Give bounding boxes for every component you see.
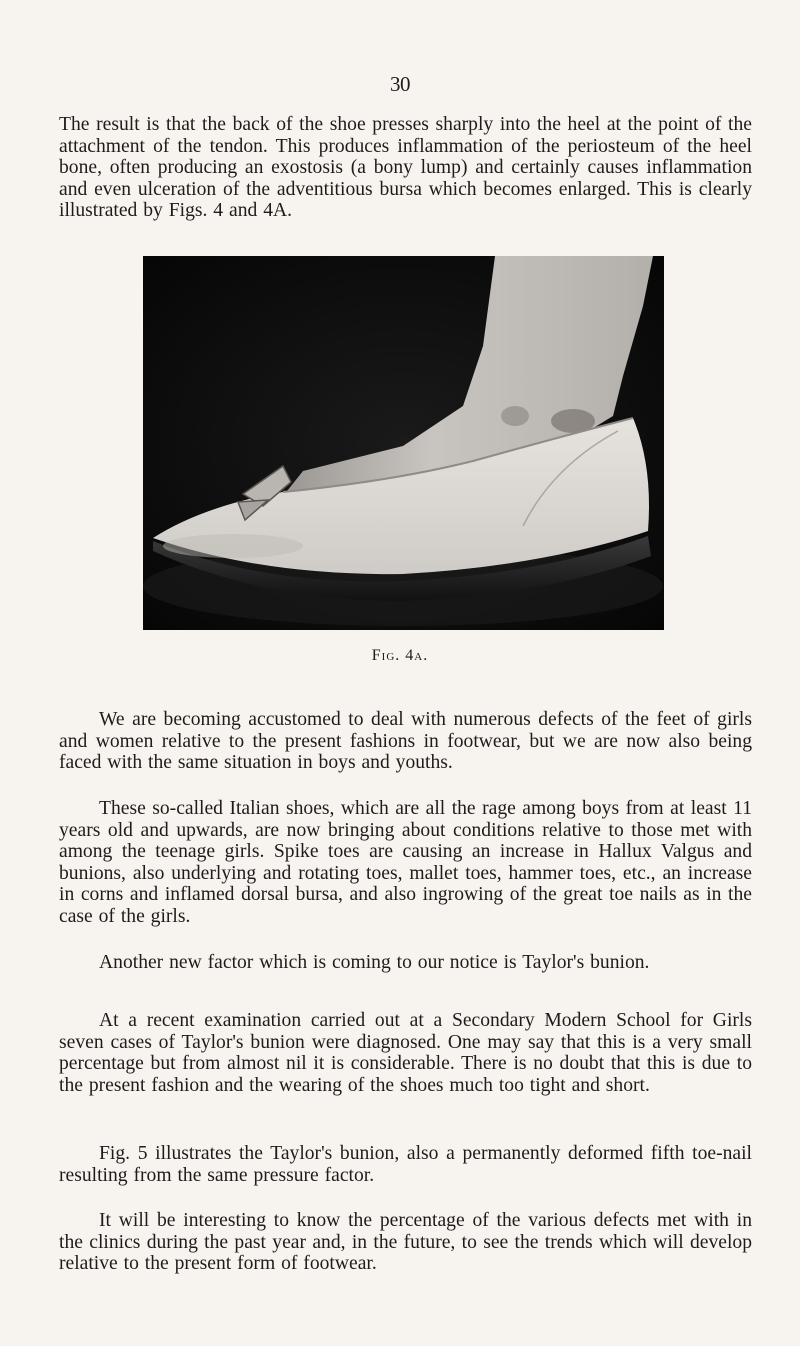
paragraph-boys-and-youths: We are becoming accustomed to deal with numerous defects of the feet of girls and women relative to the present fashions in footwear, but we are now also being faced with the same situation in boys and youths. <box>59 709 752 773</box>
paragraph-clinic-trends: It will be interesting to know the percentage of the various defects met with in the clinics during the past year and, in the future, to see the trends which will develop relative to the present form of footwear. <box>59 1210 752 1274</box>
paragraph-heel-pressure: The result is that the back of the shoe presses sharply into the heel at the point of the attachment of the tendon. This produces inflammation of the periosteum of the heel bone, often producing an exostosis (a bony lump) and certainly causes inflammation and even ulceration of the adventitious bursa which becomes enlarged. This is clearly illustrated by Figs. 4 and 4A. <box>59 114 752 221</box>
figure-4a-photo <box>143 256 664 630</box>
paragraph-school-examination: At a recent examination carried out at a Secondary Modern School for Girls seven cases of Taylor's bunion were diagnosed. One may say that this is a very small percentage but from almost nil it is considerable. There is no doubt that this is due to the present fashion and the wearing of the shoes much too tight and short. <box>59 1010 752 1096</box>
figure-caption: Fig. 4a. <box>371 647 429 664</box>
paragraph-italian-shoes: These so-called Italian shoes, which are all the rage among boys from at least 11 years old and upwards, are now bringing about conditions relative to those met with among the teenage girls. Spike toes are causing an increase in Hallux Valgus and bunions, also underlying and rotating toes, mallet toes, hammer toes, etc., an increase in corns and inflamed dorsal bursa, and also ingrowing of the great toe nails as in the case of the girls. <box>59 798 752 927</box>
paragraph-taylors-bunion-intro: Another new factor which is coming to our notice is Taylor's bunion. <box>99 952 650 973</box>
page-number: 30 <box>390 72 410 96</box>
paragraph-fig5-reference: Fig. 5 illustrates the Taylor's bunion, also a permanently deformed fifth toe-nail resulting from the same pressure factor. <box>59 1143 752 1186</box>
shoe-photo-illustration <box>143 256 664 630</box>
